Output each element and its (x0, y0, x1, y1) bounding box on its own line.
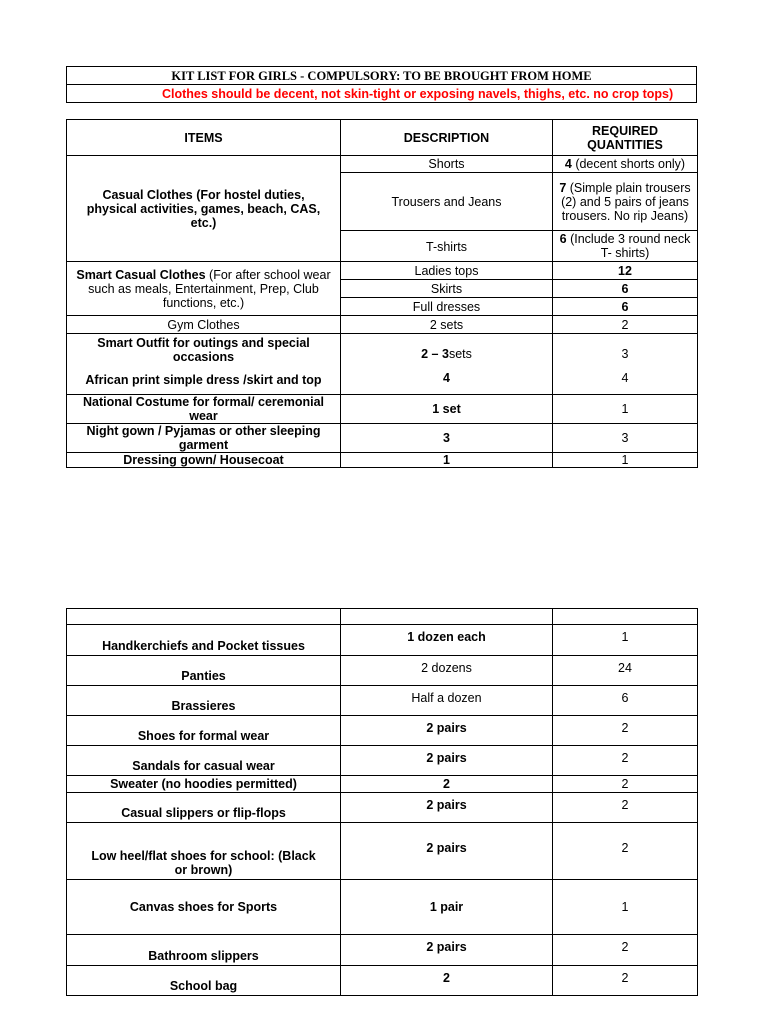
row-item: Bathroom slippers (67, 935, 341, 966)
row-quantity: 1 (553, 453, 698, 468)
row-item: Dressing gown/ Housecoat (67, 453, 341, 468)
table-row (67, 156, 698, 173)
row-quantity: 6 (553, 280, 698, 298)
table-row (67, 935, 698, 966)
row-item: Shoes for formal wear (67, 716, 341, 746)
row-description: T-shirts (341, 231, 553, 262)
row-quantity: 2 (553, 966, 698, 996)
row-item: Canvas shoes for Sports (67, 880, 341, 935)
row-quantity: 6 (553, 686, 698, 716)
row-quantity: 4 (decent shorts only) (553, 156, 698, 173)
casual-clothes-label: Casual Clothes (For hostel duties, physical activities, games, beach, CAS, etc.) (67, 156, 341, 262)
table-row (67, 262, 698, 280)
empty-cell (341, 609, 553, 625)
row-description: 2 pairs (341, 935, 553, 966)
table-row (67, 625, 698, 656)
table-header-row (67, 120, 698, 156)
table-row (67, 424, 698, 453)
row-quantity (553, 334, 698, 395)
table-row (67, 746, 698, 776)
row-item: Brassieres (67, 686, 341, 716)
outfit-description: 2 – 3 sets (421, 347, 472, 361)
row-description: Ladies tops (341, 262, 553, 280)
row-description: 2 (341, 966, 553, 996)
row-description: Full dresses (341, 298, 553, 316)
outfit-quantity: 3 (621, 347, 629, 361)
row-item: School bag (67, 966, 341, 996)
row-description: Skirts (341, 280, 553, 298)
row-description: 2 dozens (341, 656, 553, 686)
table-row (67, 823, 698, 880)
smart-casual-label: Smart Casual Clothes (For after school wear such as meals, Entertainment, Prep, Club functions, etc.) (67, 262, 341, 316)
row-quantity: 2 (553, 823, 698, 880)
row-quantity: 24 (553, 656, 698, 686)
row-description (341, 334, 553, 395)
row-item: Handkerchiefs and Pocket tissues (67, 625, 341, 656)
table-row (67, 656, 698, 686)
row-quantity: 2 (553, 793, 698, 823)
table-row (67, 716, 698, 746)
row-quantity: 12 (553, 262, 698, 280)
row-item: Panties (67, 656, 341, 686)
row-quantity: 2 (553, 776, 698, 793)
row-description: 1 (341, 453, 553, 468)
row-quantity: 2 (553, 316, 698, 334)
african-print-quantity: 4 (621, 371, 629, 385)
outfit-item-label: Smart Outfit for outings and special occasions (97, 336, 310, 364)
row-description: 2 pairs (341, 716, 553, 746)
header-box (66, 66, 697, 103)
african-print-item-label: African print simple dress /skirt and top (85, 372, 322, 387)
row-quantity: 1 (553, 880, 698, 935)
row-description: 2 pairs (341, 823, 553, 880)
table-row (67, 793, 698, 823)
row-quantity: 6 (553, 298, 698, 316)
row-description: 2 pairs (341, 793, 553, 823)
row-description: 1 pair (341, 880, 553, 935)
header-description: DESCRIPTION (341, 120, 553, 156)
row-description: 2 pairs (341, 746, 553, 776)
empty-cell (553, 609, 698, 625)
table-row (67, 880, 698, 935)
row-item: Sandals for casual wear (67, 746, 341, 776)
row-description: 2 sets (341, 316, 553, 334)
table-row (67, 453, 698, 468)
row-item: Casual slippers or flip-flops (67, 793, 341, 823)
row-quantity: 3 (553, 424, 698, 453)
document-title: KIT LIST FOR GIRLS - COMPULSORY: TO BE BROUGHT FROM HOME (67, 67, 697, 85)
table-row (67, 395, 698, 424)
dress-code-note: Clothes should be decent, not skin-tight or exposing navels, thighs, etc. no crop tops) (67, 85, 697, 103)
row-description: 2 (341, 776, 553, 793)
table-row (67, 316, 698, 334)
row-description: 1 set (341, 395, 553, 424)
header-items: ITEMS (67, 120, 341, 156)
row-item: Low heel/flat shoes for school: (Black or brown) (67, 823, 341, 880)
row-item: Sweater (no hoodies permitted) (67, 776, 341, 793)
row-item: Gym Clothes (67, 316, 341, 334)
row-description: 1 dozen each (341, 625, 553, 656)
row-quantity: 2 (553, 935, 698, 966)
row-quantity: 2 (553, 746, 698, 776)
table-row (67, 686, 698, 716)
row-quantity: 1 (553, 395, 698, 424)
row-description: Trousers and Jeans (341, 173, 553, 231)
row-quantity: 2 (553, 716, 698, 746)
row-item: Night gown / Pyjamas or other sleeping garment (67, 424, 341, 453)
empty-cell (67, 609, 341, 625)
african-print-description: 4 (443, 371, 450, 385)
row-quantity: 7 (Simple plain trousers (2) and 5 pairs of jeans trousers. No rip Jeans) (553, 173, 698, 231)
accessories-table (66, 608, 698, 996)
clothing-table (66, 119, 698, 468)
table-row (67, 776, 698, 793)
row-item (67, 334, 341, 395)
table-row (67, 966, 698, 996)
empty-header-row (67, 609, 698, 625)
table-row (67, 334, 698, 395)
row-description: 3 (341, 424, 553, 453)
row-quantity: 6 (Include 3 round neck T- shirts) (553, 231, 698, 262)
header-quantities: REQUIRED QUANTITIES (553, 120, 698, 156)
row-description: Half a dozen (341, 686, 553, 716)
row-item: National Costume for formal/ ceremonial wear (67, 395, 341, 424)
row-description: Shorts (341, 156, 553, 173)
row-quantity: 1 (553, 625, 698, 656)
